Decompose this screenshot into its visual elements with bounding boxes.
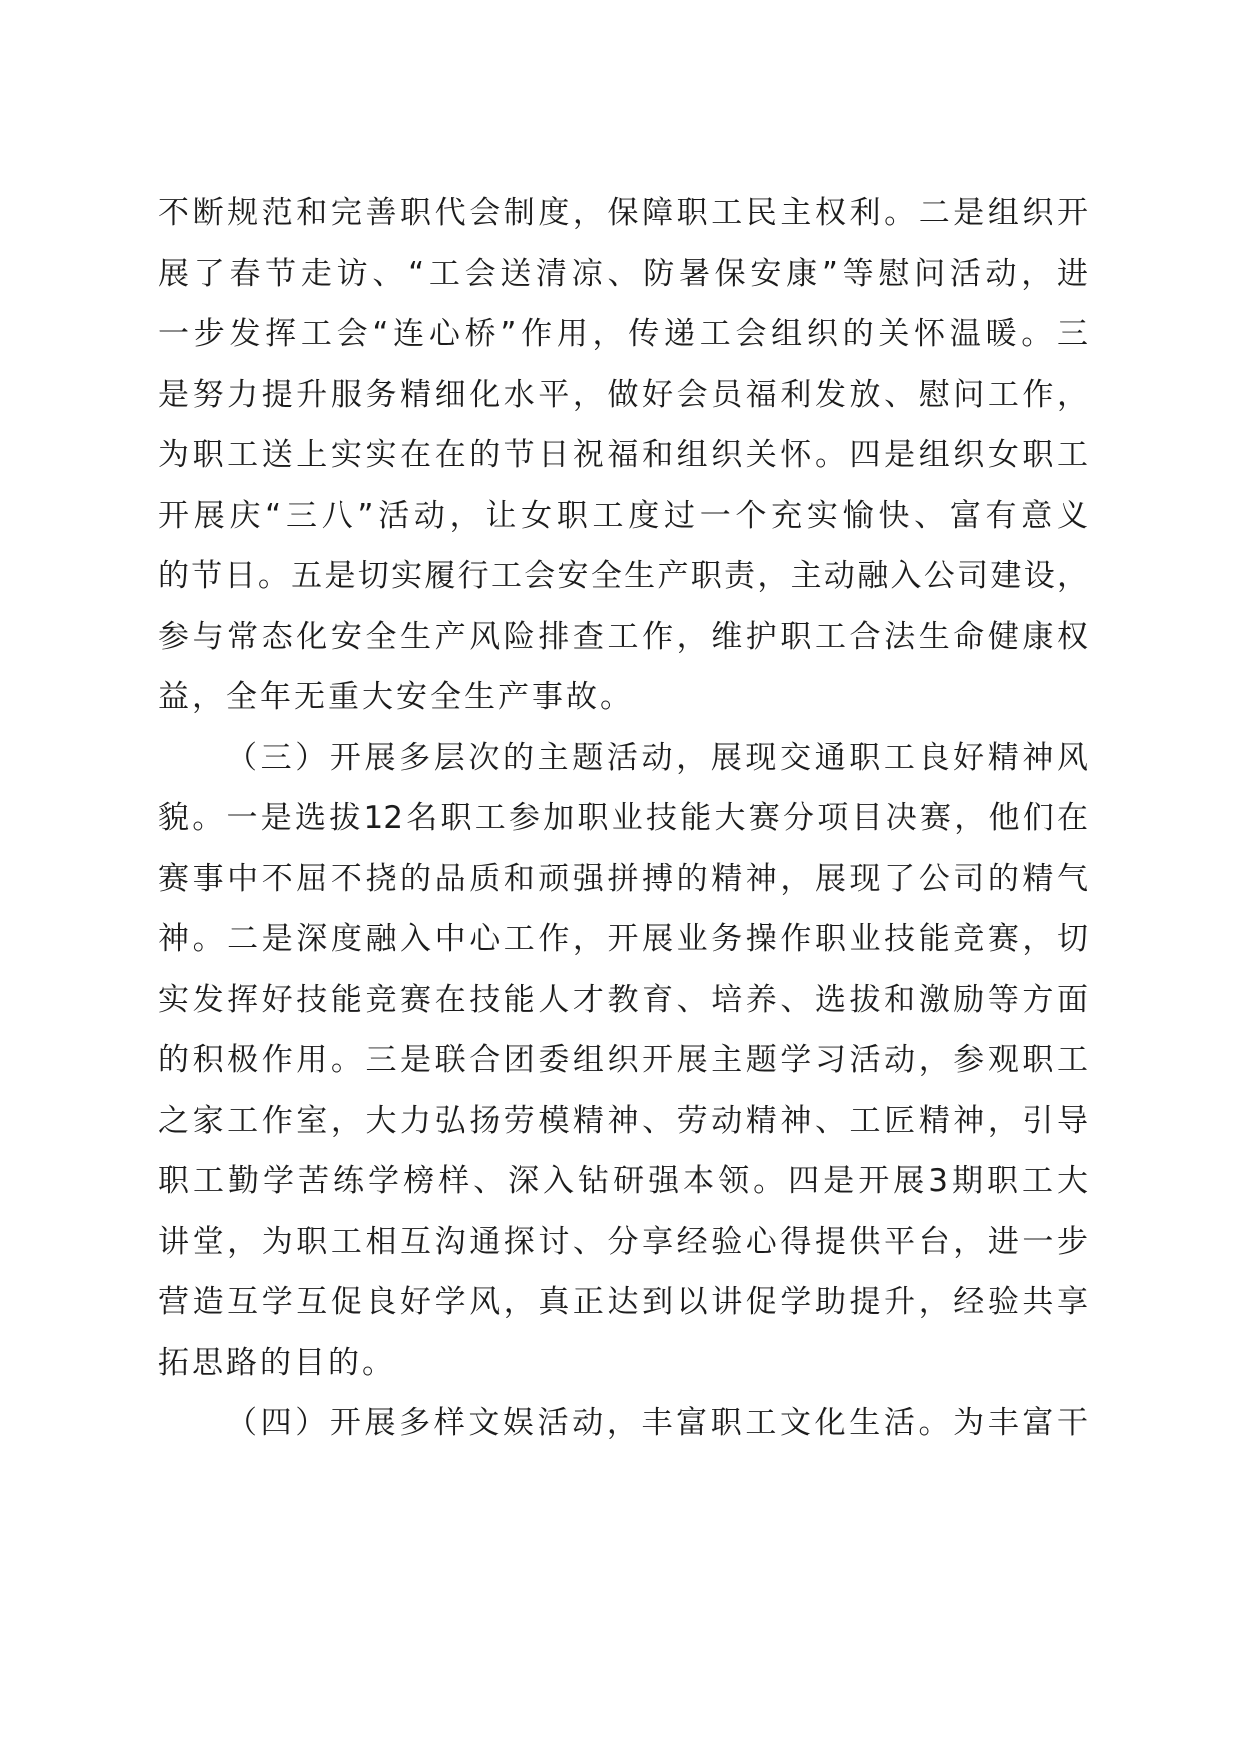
text-line: 是努力提升服务精细化水平，做好会员福利发放、慰问工作， <box>158 376 1088 413</box>
section-heading-line: （三）开展多层次的主题活动，展现交通职工良好精神风 <box>226 739 1088 776</box>
text-line: 营造互学互促良好学风，真正达到以讲促学助提升，经验共享 <box>158 1284 1088 1320</box>
text-line: 讲堂，为职工相互沟通探讨、分享经验心得提供平台，进一步 <box>158 1223 1088 1260</box>
text-line: 的节日。五是切实履行工会安全生产职责，主动融入公司建设， <box>158 558 1088 594</box>
text-line: 的积极作用。三是联合团委组织开展主题学习活动，参观职工 <box>158 1042 1088 1078</box>
paragraph-end-line: 拓思路的目的。 <box>158 1344 396 1381</box>
text-line: 展了春节走访、“工会送清凉、防暑保安康”等慰问活动，进 <box>158 255 1088 292</box>
text-line: 一步发挥工会“连心桥”作用，传递工会组织的关怀温暖。三 <box>158 316 1088 352</box>
text-line: 参与常态化安全生产风险排查工作，维护职工合法生命健康权 <box>158 618 1088 655</box>
text-line: 神。二是深度融入中心工作，开展业务操作职业技能竞赛，切 <box>158 921 1088 957</box>
body-text <box>158 183 1088 1454</box>
text-line: 实发挥好技能竞赛在技能人才教育、培养、选拔和激励等方面 <box>158 981 1088 1018</box>
text-line: 职工勤学苦练学榜样、深入钻研强本领。四是开展3期职工大 <box>158 1163 1088 1199</box>
text-line: 不断规范和完善职代会制度，保障职工民主权利。二是组织开 <box>158 195 1088 231</box>
section-heading-line: （四）开展多样文娱活动，丰富职工文化生活。为丰富干 <box>226 1405 1088 1441</box>
text-line: 开展庆“三八”活动，让女职工度过一个充实愉快、富有意义 <box>158 497 1088 534</box>
text-line: 之家工作室，大力弘扬劳模精神、劳动精神、工匠精神，引导 <box>158 1102 1088 1139</box>
text-line: 貌。一是选拔12名职工参加职业技能大赛分项目决赛，他们在 <box>158 800 1088 836</box>
paragraph-end-line: 益，全年无重大安全生产事故。 <box>158 679 634 715</box>
text-line: 赛事中不屈不挠的品质和顽强拼搏的精神，展现了公司的精气 <box>158 860 1088 897</box>
text-line: 为职工送上实实在在的节日祝福和组织关怀。四是组织女职工 <box>158 437 1088 473</box>
